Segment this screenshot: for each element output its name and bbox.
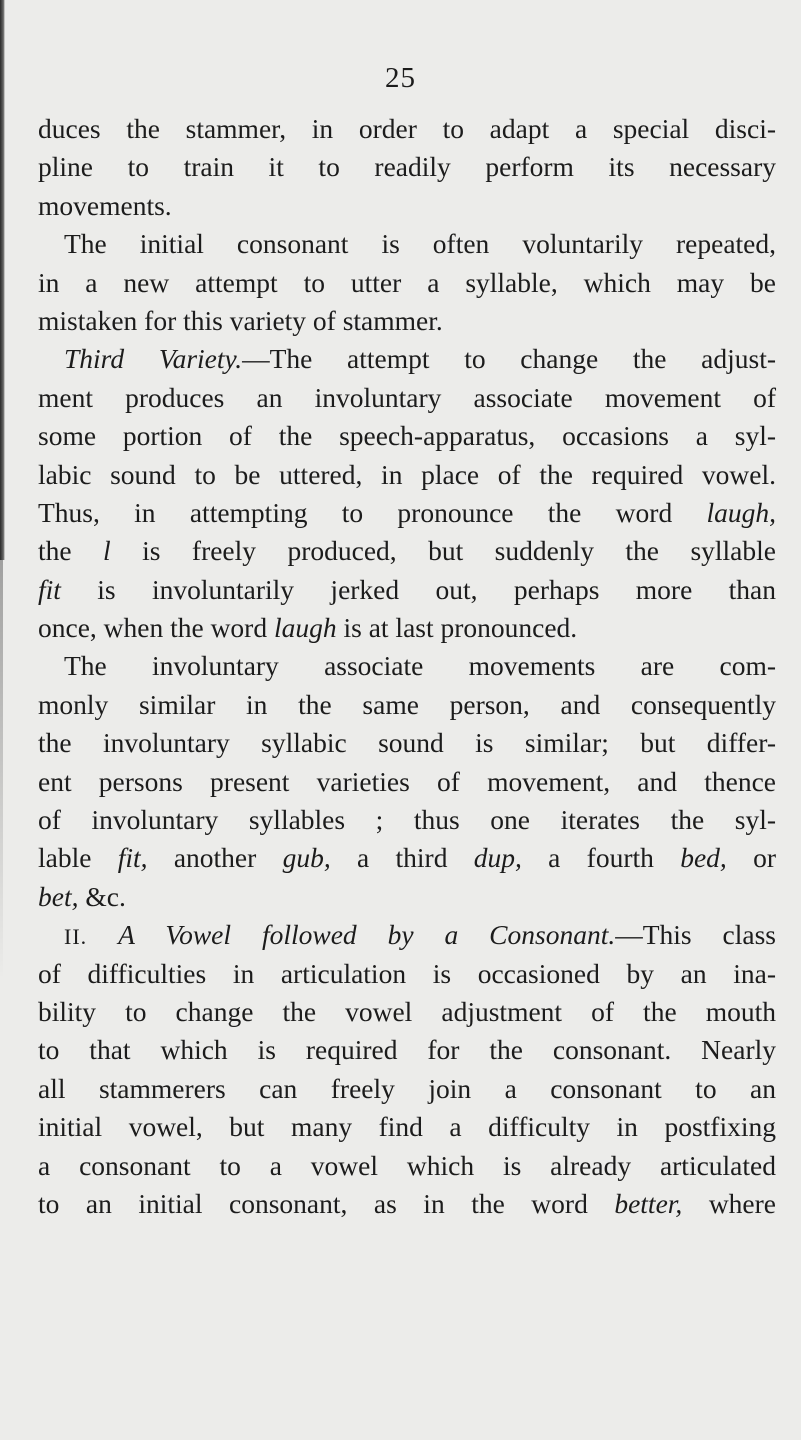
line-text: a consonant to a vowel which is already articulated [38,1149,776,1181]
text-line [38,148,776,186]
page-number: 25 [385,62,416,94]
text-line [38,110,776,148]
line-text: pline to train it to readily perform its necessary [38,151,776,183]
text-line [38,187,776,225]
line-text: ment produces an involuntary associate movement of [38,381,776,413]
line-text: lable [38,842,118,874]
text-line [38,1147,776,1185]
text-line [38,456,776,494]
text-line [38,801,776,839]
italic-word: laugh [273,612,337,644]
line-text: is freely produced, but suddenly the syllable [110,535,776,567]
text-line [38,1031,776,1069]
line-text: mistaken for this variety of stammer. [38,304,443,336]
line-text: a third [330,842,474,874]
section-heading: Third Variety. [64,343,243,375]
text-line [38,1070,776,1108]
line-text: labic sound to be uttered, in place of the required vowel. [38,458,776,490]
italic-word: fit, [117,842,148,874]
text-line [38,379,776,417]
italic-word: l [103,535,111,567]
line-text: is involuntarily jerked out, perhaps more than [60,573,776,605]
line-text: movements. [38,189,172,221]
line-text: the [38,535,104,567]
text-line [38,571,776,609]
line-text: or [726,842,776,874]
italic-word: dup, [473,842,522,874]
line-text: monly similar in the same person, and consequently [38,688,776,720]
italic-word: bet, [38,880,79,912]
line-text: once, when the word [38,612,274,644]
line-text: a fourth [521,842,681,874]
line-text: of difficulties in articulation is occasioned by an ina- [38,957,776,989]
line-text: to that which is required for the consonant. Nearly [38,1034,776,1066]
line-text: the involuntary syllabic sound is similar; but differ- [38,727,776,759]
text-line [38,993,776,1031]
text-line [38,494,776,532]
line-text: The involuntary associate movements are com- [64,650,776,682]
text-line [38,417,776,455]
text-line [38,763,776,801]
text-line [38,878,776,916]
line-text: of involuntary syllables ; thus one iterates the syl- [38,804,776,836]
section-number: II. [64,924,88,950]
line-text: bility to change the vowel adjustment of the mouth [38,995,776,1027]
line-text: is at last pronounced. [336,612,578,644]
italic-word: gub, [282,842,331,874]
line-text: &c. [78,880,126,912]
text-line [38,532,776,570]
italic-word: better, [614,1187,683,1219]
italic-word: fit [38,573,61,605]
line-text: Thus, in attempting to pronounce the word [38,496,707,528]
binding-shadow [0,560,3,980]
text-line [38,686,776,724]
paragraph-start [38,225,776,263]
text-line [38,302,776,340]
text-line [38,955,776,993]
text-line [38,1185,776,1223]
line-text: another [147,842,283,874]
text-line [38,839,776,877]
line-text: all stammerers can freely join a consonant to an [38,1072,776,1104]
line-text: —This class [615,919,776,951]
line-text: in a new attempt to utter a syllable, which may be [38,266,776,298]
text-line [38,609,776,647]
text-line [38,1108,776,1146]
line-text: duces the stammer, in order to adapt a special disci- [38,113,776,144]
page-body [38,110,776,1223]
text-line [38,264,776,302]
section-heading-line [38,340,776,378]
italic-word: bed, [680,842,727,874]
line-text: initial vowel, but many find a difficulty in postfixing [38,1111,776,1143]
line-text: some portion of the speech-apparatus, occasions a syl- [38,420,776,452]
line-text: The initial consonant is often voluntarily repeated, [64,228,776,260]
text-line [38,724,776,762]
line-text: where [682,1187,776,1219]
line-text: ent persons present varieties of movement, and thence [38,765,776,797]
section-heading-line [38,916,776,954]
paragraph-start [38,647,776,685]
line-text: —The attempt to change the adjust- [242,343,776,375]
section-heading: A Vowel followed by a Consonant. [118,919,616,951]
line-text: to an initial consonant, as in the word [38,1187,615,1219]
italic-word: laugh, [706,496,776,528]
